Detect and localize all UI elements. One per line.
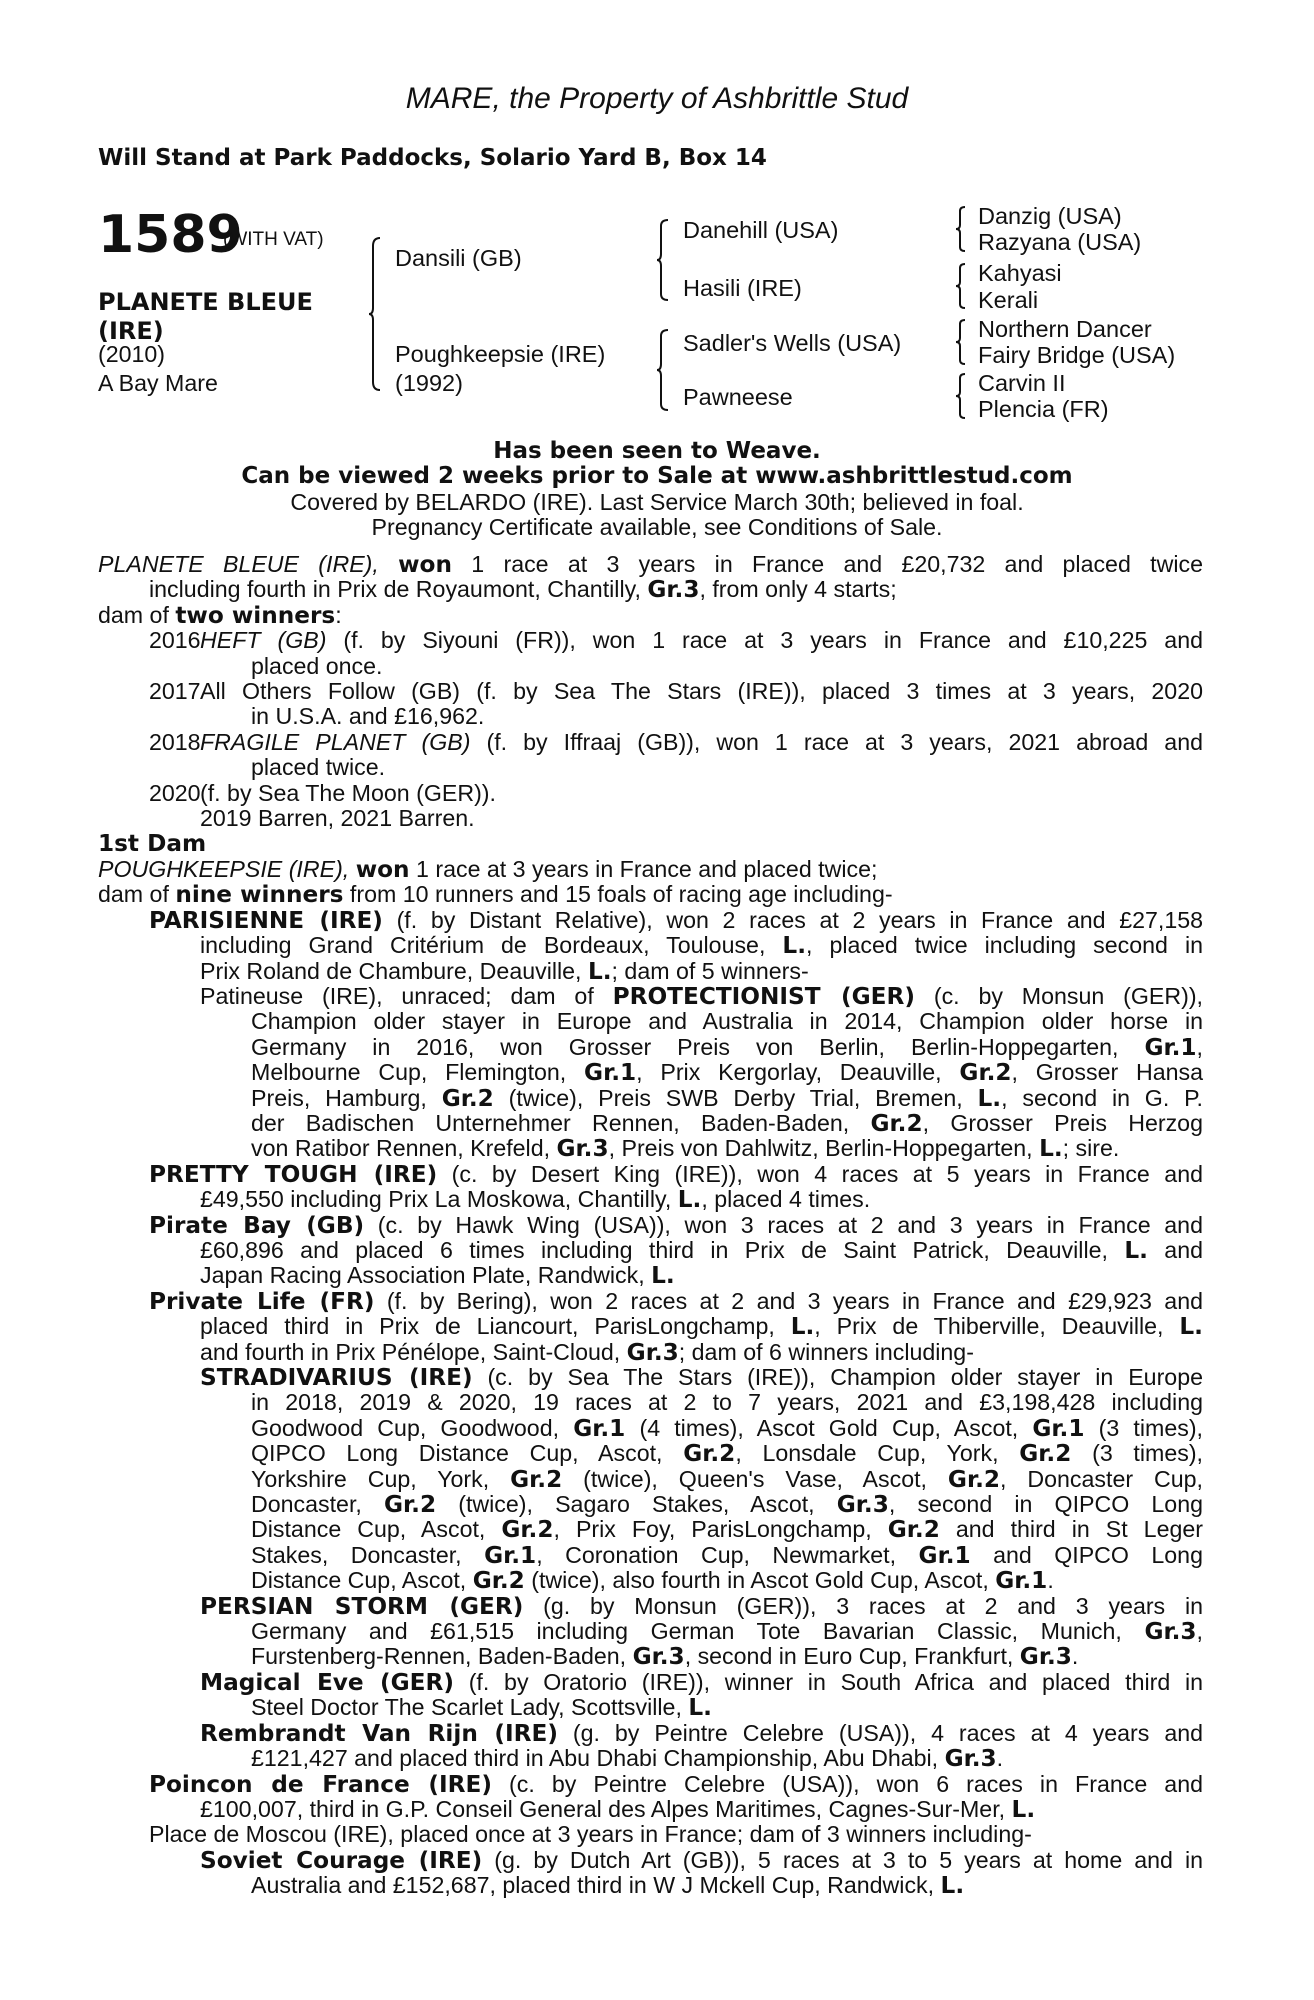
entry-patineuse: Patineuse (IRE), unraced; dam of PROTECTIONIST (GER) (c. by Monsun (GER)), Champion older stayer in Europe and Australia in 2014, Champion older horse in Germany in 2016, won Grosser Preis von Berlin, Berlin-Hoppegarten, Gr.1, Melbourne Cup, Flemington, Gr.1, Prix Kergorlay, Deauville, Gr.2, Grosser Hansa Preis, Hamburg, Gr.2 (twice), Preis SWB Derby Trial, Bremen, L., second in G. P. der Badischen Unternehmer Rennen, Baden-Baden, Gr.2, Grosser Preis Herzog von Ratibor Rennen, Krefeld, Gr.3, Preis von Dahlwitz, Berlin-Hoppegarten, L.; sire. <box>200 982 1203 1163</box>
horse-year: (2010) <box>98 341 166 367</box>
entry-parisienne: PARISIENNE (IRE) (f. by Distant Relative), won 2 races at 2 years in France and £27,158 including Grand Critérium de Bordeaux, Toulouse, L., placed twice including second in Prix Roland de Chambure, Deauville, L.; dam of 5 winners- Patineuse (IRE), unraced; dam of PROTECTIONIST (GER) (c. by Monsun (GER)), Champion older stayer in Europe and Australia in 2014, Champion older horse in Germany in 2016, won Grosser Preis von Berlin, Berlin-Hoppegarten, Gr.1, Melbourne Cup, Flemington, Gr.1, Prix Kergorlay, Deauville, Gr.2, Grosser Hansa Preis, Hamburg, Gr.2 (twice), Preis SWB Derby Trial, Bremen, L., second in G. P. der Badischen Unternehmer Rennen, Baden-Baden, Gr.2, Grosser Preis Herzog von Ratibor Rennen, Krefeld, Gr.3, Preis von Dahlwitz, Berlin-Hoppegarten, L.; sire. <box>149 906 1204 1163</box>
entry-poincon-de-france: Poincon de France (IRE) (c. by Peintre Celebre (USA)), won 6 races in France and £100,007, third in G.P. Conseil General des Alpes Maritimes, Cagnes-Sur-Mer, L. <box>149 1770 1203 1823</box>
entry-place-de-moscou: Place de Moscou (IRE), placed once at 3 years in France; dam of 3 winners including- Soviet Courage (IRE) (g. by Dutch Art (GB)), 5 races at 3 to 5 years at home and in Australia and £152,687, placed third in W J Mckell Cup, Randwick, L. <box>149 1821 1203 1900</box>
pedigree-bracket <box>656 328 670 412</box>
entry-stradivarius: STRADIVARIUS (IRE) (c. by Sea The Stars (IRE)), Champion older stayer in Europe in 2018, 2019 & 2020, 19 races at 2 to 7 years, 2021 and £3,198,428 including Goodwood Cup, Goodwood, Gr.1 (4 times), Ascot Gold Cup, Ascot, Gr.1 (3 times), QIPCO Long Distance Cup, Ascot, Gr.2, Lonsdale Cup, York, Gr.2 (3 times), Yorkshire Cup, York, Gr.2 (twice), Queen's Vase, Ascot, Gr.2, Doncaster Cup, Doncaster, Gr.2 (twice), Sagaro Stakes, Ascot, Gr.3, second in QIPCO Long Distance Cup, Ascot, Gr.2, Prix Foy, ParisLongchamp, Gr.2 and third in St Leger Stakes, Doncaster, Gr.1, Coronation Cup, Newmarket, Gr.1 and QIPCO Long Distance Cup, Ascot, Gr.2 (twice), also fourth in Ascot Gold Cup, Ascot, Gr.1. <box>200 1364 1203 1595</box>
dam-of-line: dam of two winners: <box>98 601 342 629</box>
entry-rembrandt-van-rijn: Rembrandt Van Rijn (IRE) (g. by Peintre Celebre (USA)), 4 races at 4 years and £121,427 and placed third in Abu Dhabi Championship, Abu Dhabi, Gr.3. <box>200 1719 1204 1773</box>
entry-magical-eve: Magical Eve (GER) (f. by Oratorio (IRE)), winner in South Africa and placed third in Steel Doctor The Scarlet Lady, Scottsville, L. <box>200 1668 1204 1722</box>
note-covered: Covered by BELARDO (IRE). Last Service March 30th; believed in foal. <box>290 489 1024 515</box>
first-dam-line2: dam of nine winners from 10 runners and 15 foals of racing age including- <box>98 881 893 909</box>
foal-2018: 2018 FRAGILE PLANET (GB) (f. by Iffraaj (GB)), won 1 race at 3 years, 2021 abroad and placed twice. <box>149 728 1203 781</box>
entry-private-life: Private Life (FR) (f. by Bering), won 2 races at 2 and 3 years in France and £29,923 and placed third in Prix de Liancourt, ParisLongchamp, L., Prix de Thiberville, Deauville, L. and fourth in Prix Pénélope, Saint-Cloud, Gr.3; dam of 6 winners including- STRADIVARIUS (IRE) (c. by Sea The Stars (IRE)), Champion older stayer in Europe in 2018, 2019 & 2020, 19 races at 2 to 7 years, 2021 and £3,198,428 including Goodwood Cup, Goodwood, Gr.1 (4 times), Ascot Gold Cup, Ascot, Gr.1 (3 times), QIPCO Long Distance Cup, Ascot, Gr.2, Lonsdale Cup, York, Gr.2 (3 times), Yorkshire Cup, York, Gr.2 (twice), Queen's Vase, Ascot, Gr.2, Doncaster Cup, Doncaster, Gr.2 (twice), Sagaro Stakes, Ascot, Gr.3, second in QIPCO Long Distance Cup, Ascot, Gr.2, Prix Foy, ParisLongchamp, Gr.2 and third in St Leger Stakes, Doncaster, Gr.1, Coronation Cup, Newmarket, Gr.1 and QIPCO Long Distance Cup, Ascot, Gr.2 (twice), also fourth in Ascot Gold Cup, Ascot, Gr.1. PERSIAN STORM (GER) (g. by Monsun (GER)), 3 races at 2 and 3 years in Germany and £61,515 including German Tote Bavarian Classic, Munich, Gr.3, Furstenberg-Rennen, Baden-Baden, Gr.3, second in Euro Cup, Frankfurt, Gr.3. Magical Eve (GER) (f. by Oratorio (IRE)), winner in South Africa and placed third in Steel Doctor The Scarlet Lady, Scottsville, L. Rembrandt Van Rijn (IRE) (g. by Peintre Celebre (USA)), 4 races at 4 years and £121,427 and placed third in Abu Dhabi Championship, Abu Dhabi, Gr.3. <box>149 1287 1204 1773</box>
entry-pirate-bay: Pirate Bay (GB) (c. by Hawk Wing (USA)), won 3 races at 2 and 3 years in France and £60,896 and placed 6 times including third in Prix de Saint Patrick, Deauville, L. and Japan Racing Association Plate, Randwick, L. <box>149 1211 1203 1290</box>
pedigree-ss: Danehill (USA) <box>683 217 839 243</box>
horse-origin: (IRE) <box>98 317 164 345</box>
pedigree-bracket <box>955 262 967 310</box>
pedigree-bracket <box>368 236 382 392</box>
pedigree-bracket <box>955 372 967 420</box>
catalogue-body <box>98 552 1203 1899</box>
pedigree-sdd: Kerali <box>978 287 1039 313</box>
foal-2020: 2020 (f. by Sea The Moon (GER)). 2019 Barren, 2021 Barren. <box>149 779 496 832</box>
pedigree-sss: Danzig (USA) <box>978 203 1122 229</box>
pedigree-dss: Northern Dancer <box>978 316 1152 342</box>
produce-summary: PLANETE BLEUE (IRE), won 1 race at 3 years in France and £20,732 and placed twice <box>98 551 1203 578</box>
horse-description: A Bay Mare <box>98 370 218 396</box>
pedigree-dsd: Fairy Bridge (USA) <box>978 342 1176 368</box>
page-title: MARE, the Property of Ashbrittle Stud <box>405 82 909 115</box>
pedigree-sd: Hasili (IRE) <box>683 275 802 301</box>
entry-soviet-courage: Soviet Courage (IRE) (g. by Dutch Art (GB)), 5 races at 3 to 5 years at home and in Australia and £152,687, placed third in W J Mckell Cup, Randwick, L. <box>200 1846 1203 1900</box>
lot-number: 1589 <box>98 205 243 265</box>
pedigree-dd: Pawneese <box>683 384 793 410</box>
horse-name: PLANETE BLEUE <box>98 288 313 316</box>
note-pregnancy: Pregnancy Certificate available, see Conditions of Sale. <box>371 514 943 540</box>
pedigree-sds: Kahyasi <box>978 260 1062 286</box>
stand-location: Will Stand at Park Paddocks, Solario Yard B, Box 14 <box>98 145 767 171</box>
pedigree-ds: Sadler's Wells (USA) <box>683 330 902 356</box>
first-dam-heading: 1st Dam <box>98 830 207 858</box>
pedigree-ssd: Razyana (USA) <box>978 229 1142 255</box>
first-dam-line: POUGHKEEPSIE (IRE), won 1 race at 3 years in France and placed twice; <box>98 855 878 883</box>
pedigree-dam-year: (1992) <box>395 370 463 396</box>
pedigree-dds: Carvin II <box>978 370 1066 396</box>
pedigree-bracket <box>955 205 967 253</box>
foal-2016: 2016 HEFT (GB) (f. by Siyouni (FR)), won 1 race at 3 years in France and £10,225 and placed once. <box>149 627 1203 679</box>
pedigree-ddd: Plencia (FR) <box>978 396 1109 422</box>
entry-pretty-tough: PRETTY TOUGH (IRE) (c. by Desert King (IRE)), won 4 races at 5 years in France and £49,550 including Prix La Moskowa, Chantilly, L., placed 4 times. <box>149 1160 1203 1214</box>
note-weave: Has been seen to Weave. <box>493 438 821 464</box>
entry-persian-storm: PERSIAN STORM (GER) (g. by Monsun (GER)), 3 races at 2 and 3 years in Germany and £61,515 including German Tote Bavarian Classic, Munich, Gr.3, Furstenberg-Rennen, Baden-Baden, Gr.3, second in Euro Cup, Frankfurt, Gr.3. <box>200 1592 1203 1671</box>
pedigree-dam: Poughkeepsie (IRE) <box>395 341 606 367</box>
foal-2017: 2017 All Others Follow (GB) (f. by Sea The Stars (IRE)), placed 3 times at 3 years, 2020 in U.S.A. and £16,962. <box>149 678 1203 730</box>
pedigree-bracket <box>656 218 670 302</box>
produce-summary-cont: including fourth in Prix de Royaumont, Chantilly, Gr.3, from only 4 starts; <box>149 576 897 604</box>
vat-note: (WITH VAT) <box>223 229 324 250</box>
pedigree-sire: Dansili (GB) <box>395 245 522 271</box>
note-viewing: Can be viewed 2 weeks prior to Sale at www.ashbrittlestud.com <box>241 463 1073 489</box>
pedigree-bracket <box>955 318 967 366</box>
